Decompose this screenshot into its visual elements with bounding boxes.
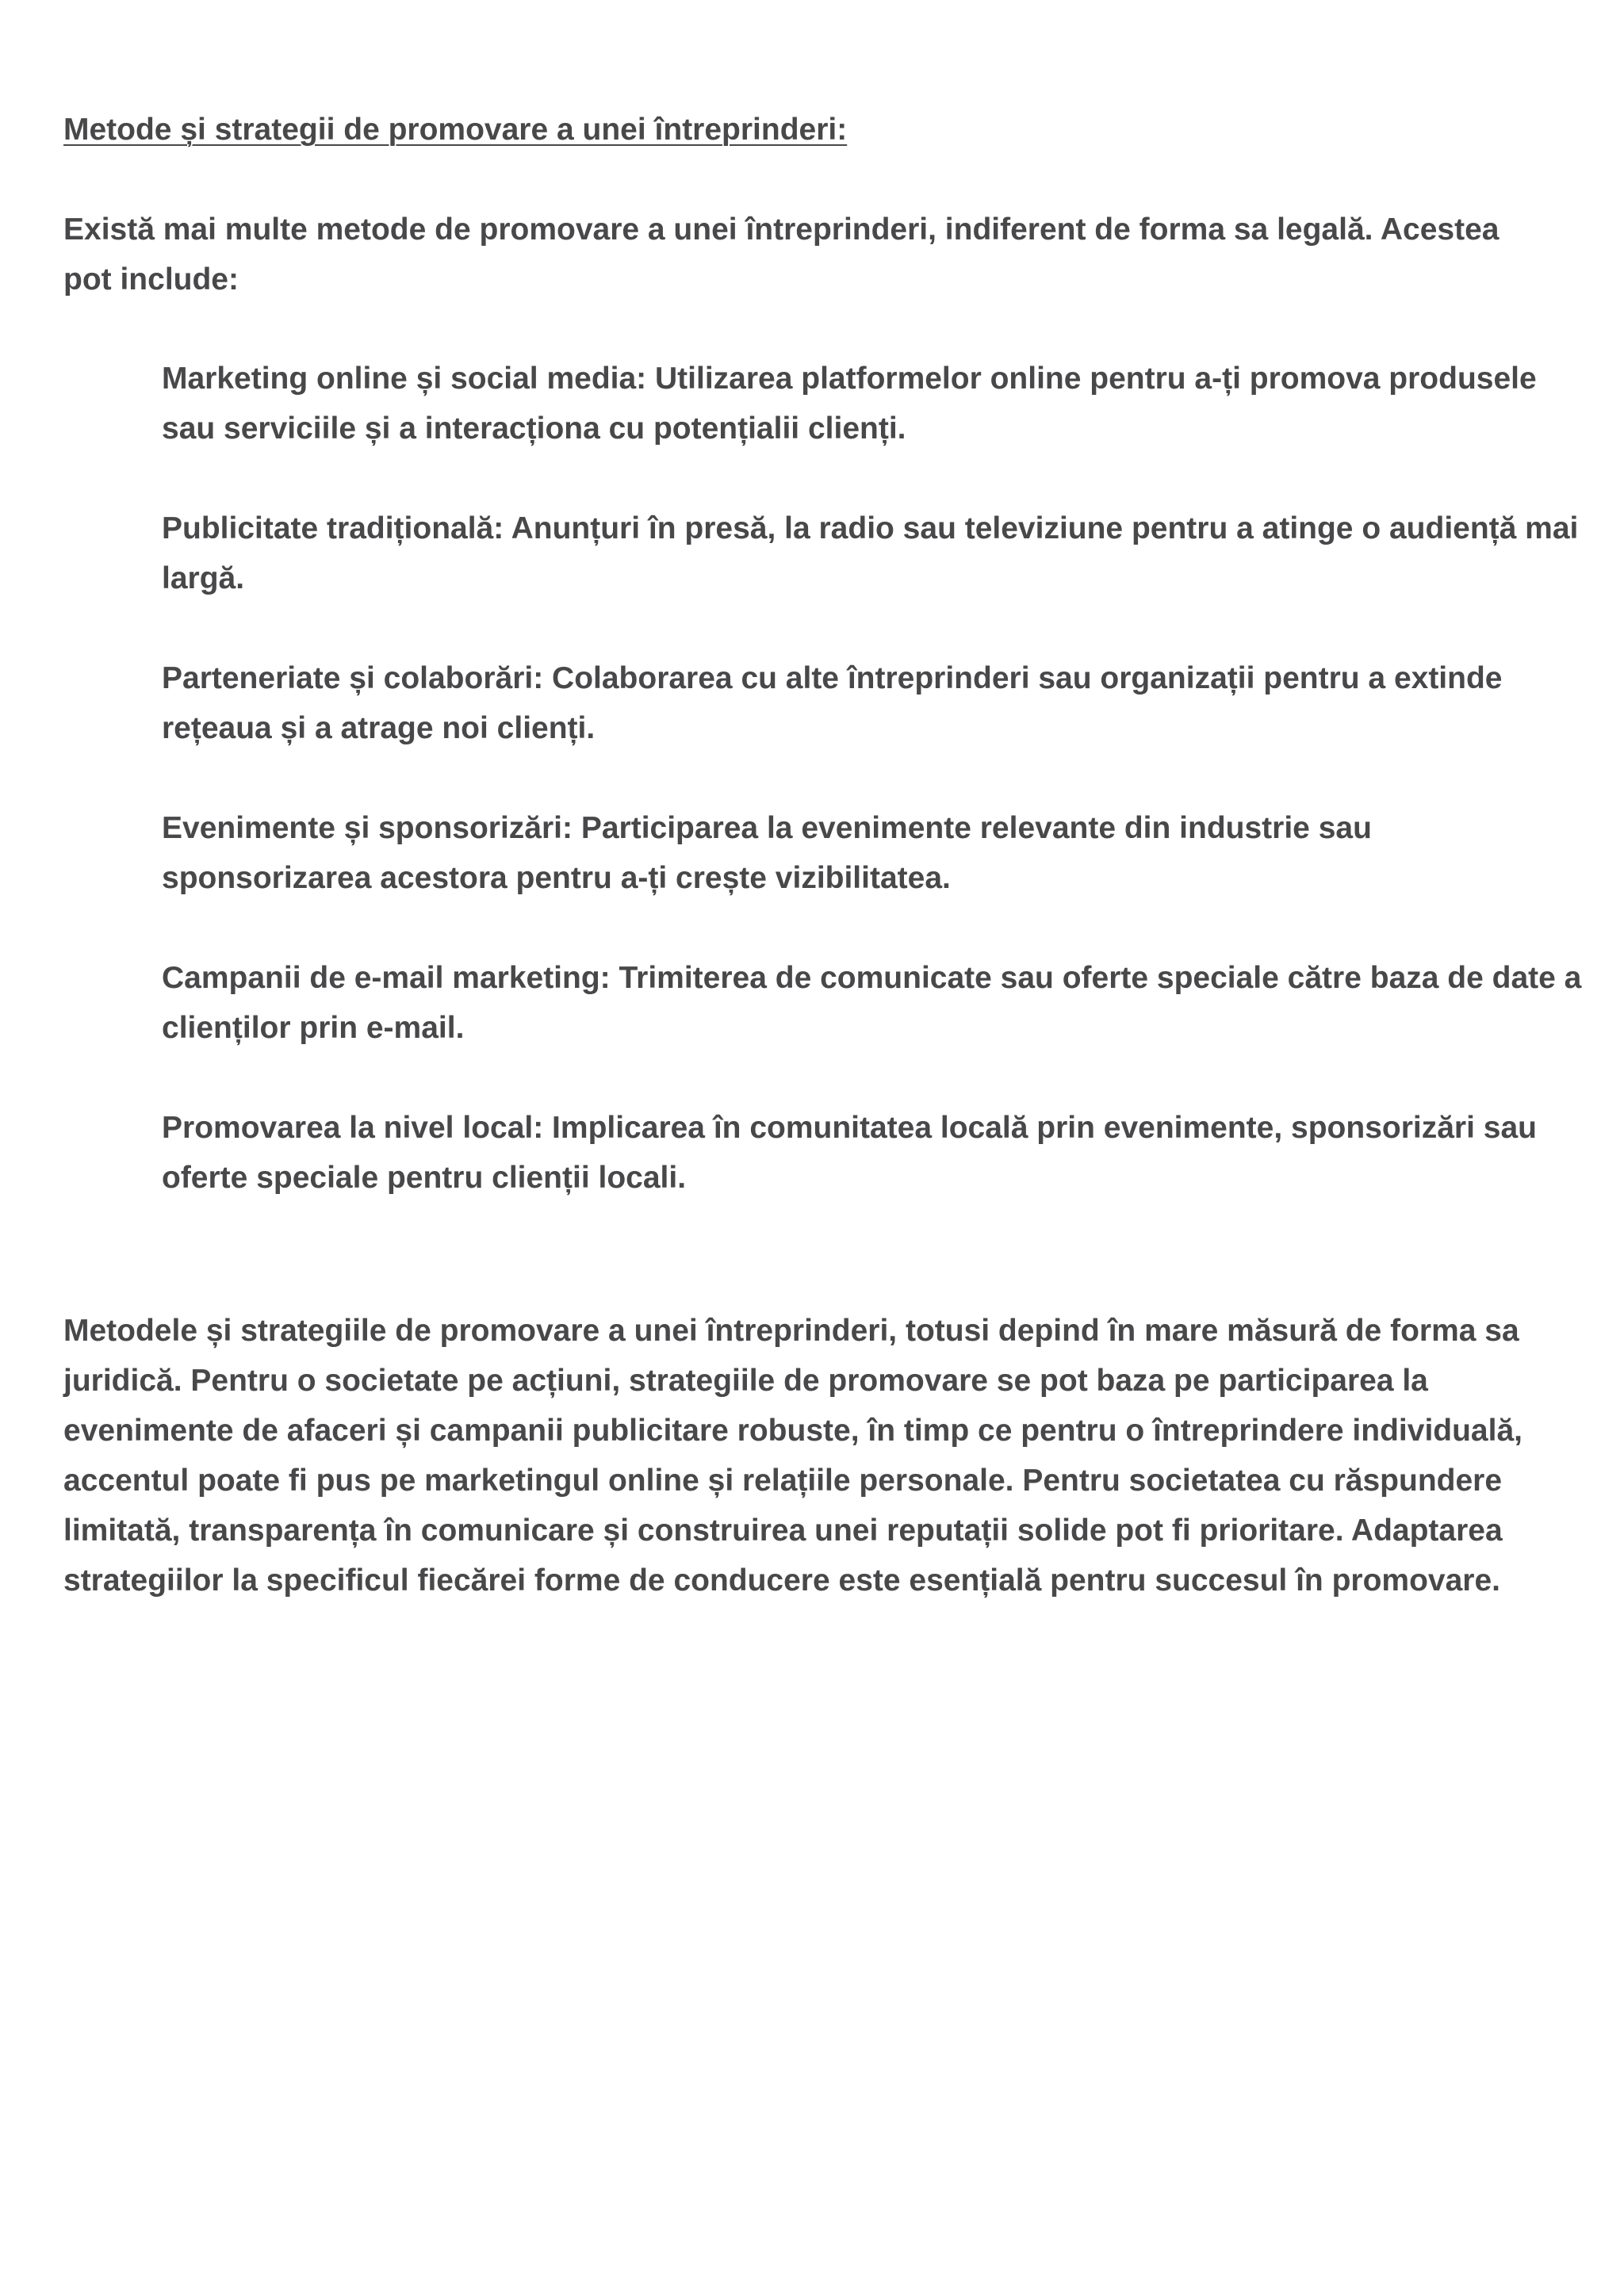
- method-item-local-promotion: Promovarea la nivel local: Implicarea în comunitatea locală prin evenimente, sponsorizări sau oferte speciale pentru clienții locali.: [162, 1111, 1537, 1195]
- conclusion-paragraph: Metodele și strategiile de promovare a unei întreprinderi, totusi depind în mare măsură de forma sa juridică. Pentru o societate pe acțiuni, strategiile de promovare se pot baza pe participarea la evenimente de afaceri și campanii publicitare robuste, în timp ce pentru o întreprindere individuală, accentul poate fi pus pe marketingul online și relațiile personale. Pentru societatea cu răspundere limitată, transparența în comunicare și construirea unei reputații solide pot fi prioritare. Adaptarea strategiilor la specificul fiecărei forme de conducere este esențială pentru succesul în promovare.: [63, 1314, 1522, 1598]
- document-heading: Metode și strategii de promovare a unei întreprinderi:: [63, 113, 848, 147]
- intro-paragraph: Există mai multe metode de promovare a unei întreprinderi, indiferent de forma sa legală. Acestea pot include:: [63, 212, 1500, 297]
- method-item-partnerships: Parteneriate și colaborări: Colaborarea cu alte întreprinderi sau organizații pentru a extinde rețeaua și a atrage noi clienți.: [162, 661, 1503, 745]
- promotion-methods-list: [162, 354, 1589, 1203]
- method-item-online-marketing: Marketing online și social media: Utilizarea platformelor online pentru a-ți promova produsele sau serviciile și a interacționa cu potențialii clienți.: [162, 362, 1537, 446]
- method-item-email-marketing: Campanii de e-mail marketing: Trimiterea de comunicate sau oferte speciale către baza de date a clienților prin e-mail.: [162, 961, 1582, 1045]
- method-item-events-sponsorships: Evenimente și sponsorizări: Participarea la evenimente relevante din industrie sau sponsorizarea acestora pentru a-ți crește vizibilitatea.: [162, 811, 1372, 895]
- method-item-traditional-advertising: Publicitate tradițională: Anunțuri în presă, la radio sau televiziune pentru a atinge o audiență mai largă.: [162, 511, 1579, 595]
